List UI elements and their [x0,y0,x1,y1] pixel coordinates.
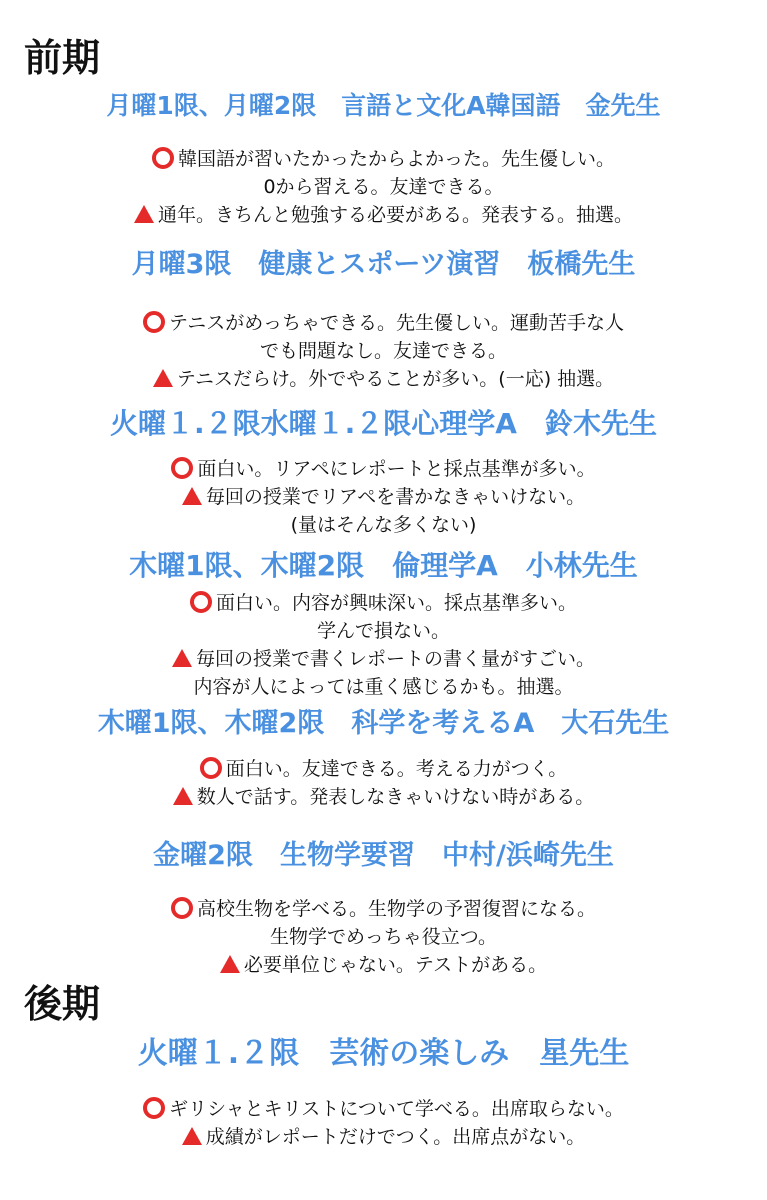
red-circle-icon [143,311,165,333]
comment-line: でも問題なし。友達できる。 [259,340,507,362]
course-title: 月曜1限、月曜2限 言語と文化A韓国語 金先生 [106,91,661,120]
red-circle-icon [152,147,174,169]
course-title: 火曜１.２限 芸術の楽しみ 星先生 [137,1036,630,1071]
comment-line: 0から習える。友達できる。 [263,176,504,198]
comment-line: (量はそんな多くない) [290,514,477,536]
comment-line: 毎回の授業でリアペを書かなきゃいけない。 [0,484,767,510]
comment-line: 内容が人によっては重く感じるかも。抽選。 [193,676,574,698]
course-title: 月曜3限 健康とスポーツ演習 板橋先生 [131,249,636,280]
red-circle-icon [143,1097,165,1119]
comment-line: 韓国語が習いたかったからよかった。先生優しい。 [0,146,767,172]
comment-line: 必要単位じゃない。テストがある。 [0,952,767,978]
red-circle-icon [200,757,222,779]
red-triangle-icon [153,369,173,387]
comment-line: 面白い。リアペにレポートと採点基準が多い。 [0,456,767,482]
red-triangle-icon [182,487,202,505]
course-title: 火曜１.２限水曜１.２限心理学A 鈴木先生 [110,407,657,440]
comment-line: 成績がレポートだけでつく。出席点がない。 [0,1124,767,1150]
term-heading-second: 後期 [24,982,101,1026]
red-triangle-icon [173,787,193,805]
red-triangle-icon [182,1127,202,1145]
course-title: 金曜2限 生物学要習 中村/浜崎先生 [153,840,614,871]
comment-line: 面白い。内容が興味深い。採点基準多い。 [0,590,767,616]
red-circle-icon [171,897,193,919]
comment-line: 生物学でめっちゃ役立つ。 [269,926,498,948]
red-circle-icon [190,591,212,613]
comment-line: ギリシャとキリストについて学べる。出席取らない。 [0,1096,767,1122]
red-triangle-icon [134,205,154,223]
comment-line: 面白い。友達できる。考える力がつく。 [0,756,767,782]
comment-line: 高校生物を学べる。生物学の予習復習になる。 [0,896,767,922]
red-triangle-icon [220,955,240,973]
comment-line: 毎回の授業で書くレポートの書く量がすごい。 [0,646,767,672]
comment-line: 学んで損ない。 [316,620,450,642]
comment-line: テニスだらけ。外でやることが多い。(一応) 抽選。 [0,366,767,392]
course-title: 木曜1限、木曜2限 科学を考えるA 大石先生 [97,708,670,739]
red-triangle-icon [172,649,192,667]
comment-line: 数人で話す。発表しなきゃいけない時がある。 [0,784,767,810]
comment-line: テニスがめっちゃできる。先生優しい。運動苦手な人 [0,310,767,336]
red-circle-icon [171,457,193,479]
term-heading-first: 前期 [24,36,101,80]
course-title: 木曜1限、木曜2限 倫理学A 小林先生 [129,549,638,582]
comment-line: 通年。きちんと勉強する必要がある。発表する。抽選。 [0,202,767,228]
